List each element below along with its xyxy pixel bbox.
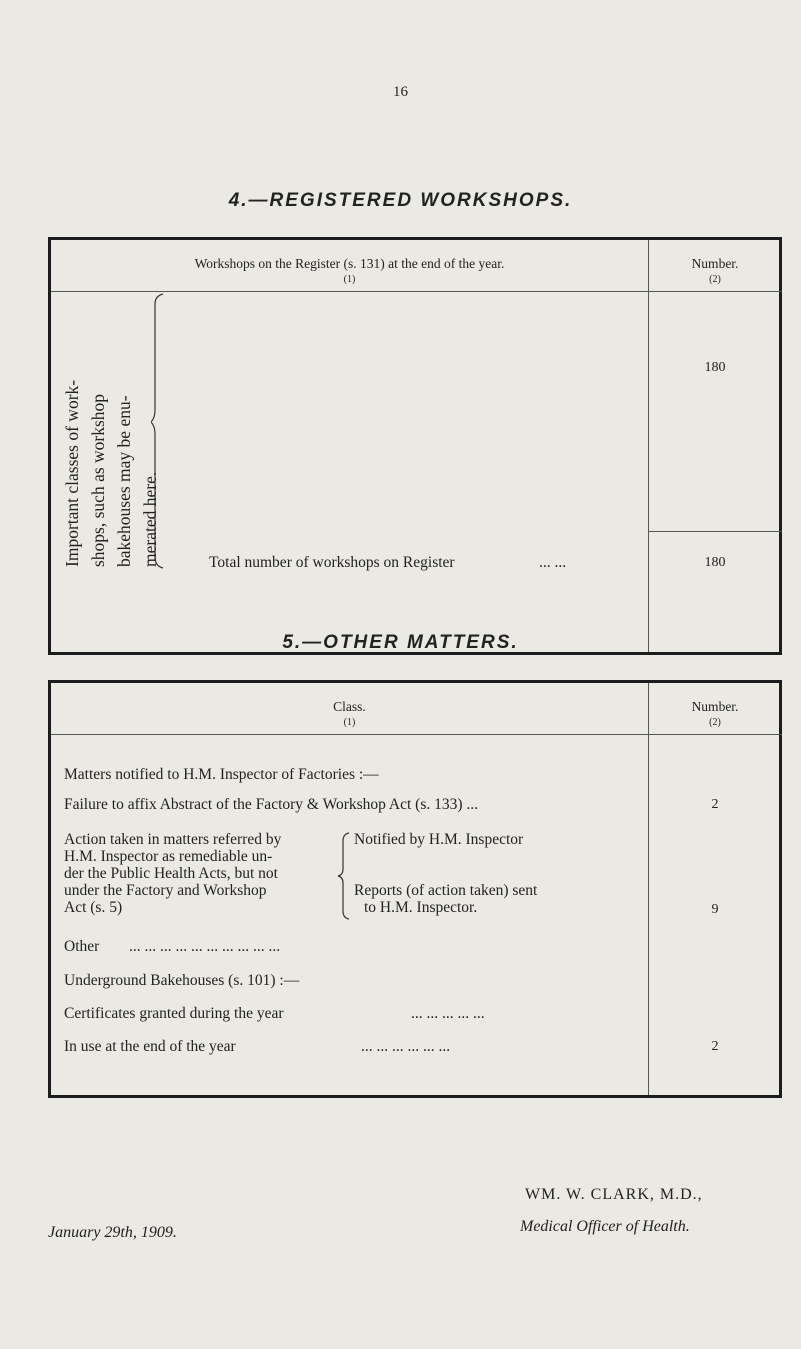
side-line-4: merated here. — [140, 471, 160, 567]
action-line-4: under the Factory and Workshop — [64, 882, 267, 899]
side-note-rotated — [51, 295, 160, 567]
reports-line-1: Reports (of action taken) sent — [354, 882, 538, 899]
class-subheader: (1) — [343, 717, 356, 728]
in-use-label: In use at the end of the year — [64, 1038, 236, 1055]
underground-heading: Underground Bakehouses (s. 101) :— — [64, 972, 300, 989]
action-line-2: H.M. Inspector as remediable un- — [64, 848, 273, 865]
other-label: Other — [64, 938, 100, 955]
side-line-2: shops, such as workshop — [88, 393, 108, 567]
side-line-3: bakehouses may be enu- — [114, 395, 134, 567]
failure-label: Failure to affix Abstract of the Factory & Workshop Act (s. 133) ... — [64, 796, 479, 813]
col1-subheader: (1) — [343, 274, 356, 285]
reports-line-2: to H.M. Inspector. — [364, 899, 478, 916]
failure-number: 2 — [711, 797, 719, 812]
col2-header: Number. — [691, 256, 739, 271]
notified-heading: Matters notified to H.M. Inspector of Factories :— — [64, 766, 379, 783]
action-line-3: der the Public Health Acts, but not — [64, 865, 278, 882]
col1-header: Workshops on the Register (s. 131) at the end of the year. — [194, 256, 505, 271]
action-brace — [337, 831, 351, 921]
class-header: Class. — [333, 699, 366, 714]
in-use-number: 2 — [711, 1039, 719, 1054]
certificates-label: Certificates granted during the year — [64, 1005, 284, 1022]
col2-subheader: (2) — [709, 274, 721, 285]
other-dots: ... ... ... ... ... ... ... ... ... ... — [129, 938, 281, 955]
signature-title: Medical Officer of Health. — [520, 1218, 690, 1235]
total-number: 180 — [704, 555, 726, 570]
signature-name: WM. W. CLARK, M.D., — [525, 1186, 703, 1203]
in-use-dots: ... ... ... ... ... ... — [361, 1038, 451, 1055]
side-line-1: Important classes of work- — [62, 379, 82, 567]
registered-workshops-table — [48, 237, 782, 655]
action-line-1: Action taken in matters referred by — [64, 831, 282, 848]
side-brace — [151, 292, 169, 572]
certificates-dots: ... ... ... ... ... — [411, 1005, 485, 1022]
total-label: Total number of workshops on Register — [209, 554, 455, 571]
notified-by-label: Notified by H.M. Inspector — [354, 831, 524, 848]
section-5-heading: 5.—OTHER MATTERS. — [282, 632, 519, 653]
section-4-heading: 4.—REGISTERED WORKSHOPS. — [228, 190, 573, 211]
number-subheader: (2) — [709, 717, 721, 728]
other-matters-table — [48, 680, 782, 1098]
signature-date: January 29th, 1909. — [48, 1224, 177, 1241]
action-line-5: Act (s. 5) — [64, 899, 123, 916]
page-number: 16 — [393, 84, 408, 100]
number-header: Number. — [691, 699, 739, 714]
reports-text — [354, 882, 537, 916]
row1-number: 180 — [704, 360, 726, 375]
total-dots: ... ... — [539, 554, 567, 571]
reports-number: 9 — [711, 902, 719, 917]
action-taken-text — [64, 831, 281, 916]
